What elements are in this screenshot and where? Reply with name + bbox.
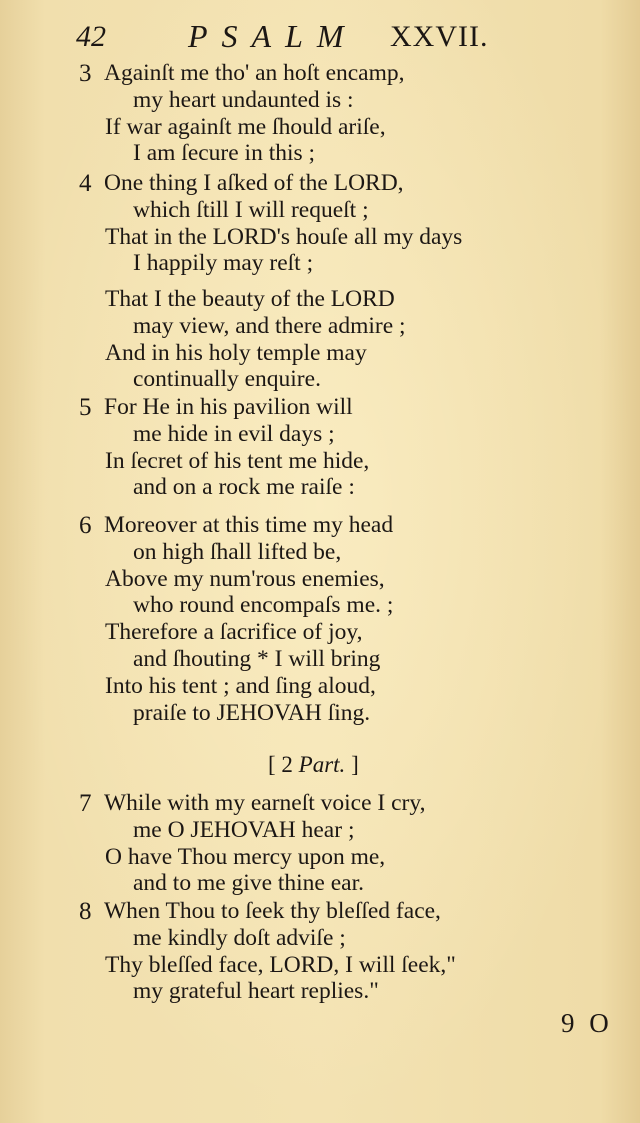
- verse-line: And in his holy temple may: [105, 339, 367, 366]
- verse-line: Into his tent ; and ſing aloud,: [105, 672, 376, 699]
- verse-line: I am ſecure in this ;: [133, 140, 316, 167]
- verse-line: Above my num'rous enemies,: [105, 565, 385, 592]
- verse-line: I happily may reſt ;: [133, 250, 314, 277]
- catchword: 9 O: [561, 1008, 613, 1038]
- verse-line: me hide in evil days ;: [133, 420, 335, 447]
- verse-line: If war againſt me ſhould ariſe,: [105, 113, 386, 140]
- verse-4-continued: [76, 286, 576, 393]
- verse-3: [76, 60, 576, 167]
- verse-number: 6: [79, 512, 92, 539]
- psalm-number: XXVII.: [390, 20, 489, 53]
- verse-line: That in the LORD's houſe all my days: [105, 223, 463, 250]
- verse-line: 4 One thing I aſked of the LORD,: [79, 170, 404, 197]
- verse-4: [76, 170, 576, 277]
- verse-line: In ſecret of his tent me hide,: [105, 447, 370, 474]
- verse-8: [76, 898, 576, 1005]
- verse-line: 7 While with my earneſt voice I cry,: [79, 790, 426, 817]
- verse-line: which ſtill I will requeſt ;: [133, 196, 369, 223]
- verse-number: 7: [79, 790, 92, 817]
- verse-line: me kindly doſt adviſe ;: [133, 924, 346, 951]
- page-number: 42: [76, 20, 106, 53]
- verse-number: 3: [79, 60, 92, 87]
- verse-6: [76, 512, 576, 726]
- verse-number: 5: [79, 394, 92, 421]
- part-heading: [268, 752, 359, 778]
- verse-line: That I the beauty of the LORD: [105, 286, 395, 312]
- verse-line: 6 Moreover at this time my head: [79, 512, 394, 539]
- running-title: PSALM: [188, 18, 358, 54]
- verse-line: Thy bleſſed face, LORD, I will ſeek,": [105, 951, 456, 978]
- verse-line: my heart undaunted is :: [133, 86, 354, 113]
- verse-line: 3 Againſt me tho' an hoſt encamp,: [79, 60, 405, 87]
- verse-line: may view, and there admire ;: [133, 312, 406, 339]
- part-heading-open: [ 2: [268, 752, 293, 777]
- verse-line: and on a rock me raiſe :: [133, 474, 355, 501]
- page-header: [76, 18, 516, 58]
- verse-line: 8 When Thou to ſeek thy bleſſed face,: [79, 898, 441, 925]
- verse-line: and ſhouting * I will bring: [133, 645, 381, 672]
- verse-line: on high ſhall lifted be,: [133, 538, 342, 565]
- verse-5: [76, 394, 576, 501]
- part-heading-close: ]: [351, 752, 359, 777]
- verse-line: O have Thou mercy upon me,: [105, 843, 386, 870]
- verse-line: my grateful heart replies.": [133, 978, 379, 1005]
- verse-number: 4: [79, 170, 92, 197]
- verse-line: me O JEHOVAH hear ;: [133, 816, 355, 843]
- verse-line: continually enquire.: [133, 366, 321, 393]
- part-heading-label: Part.: [298, 752, 346, 777]
- verse-line: and to me give thine ear.: [133, 870, 365, 897]
- verse-number: 8: [79, 898, 92, 925]
- verse-line: Therefore a ſacrifice of joy,: [105, 619, 363, 646]
- verse-line: 5 For He in his pavilion will: [79, 394, 353, 421]
- verse-line: praiſe to JEHOVAH ſing.: [133, 699, 371, 726]
- verse-line: who round encompaſs me. ;: [133, 592, 394, 619]
- verse-7: [76, 790, 576, 897]
